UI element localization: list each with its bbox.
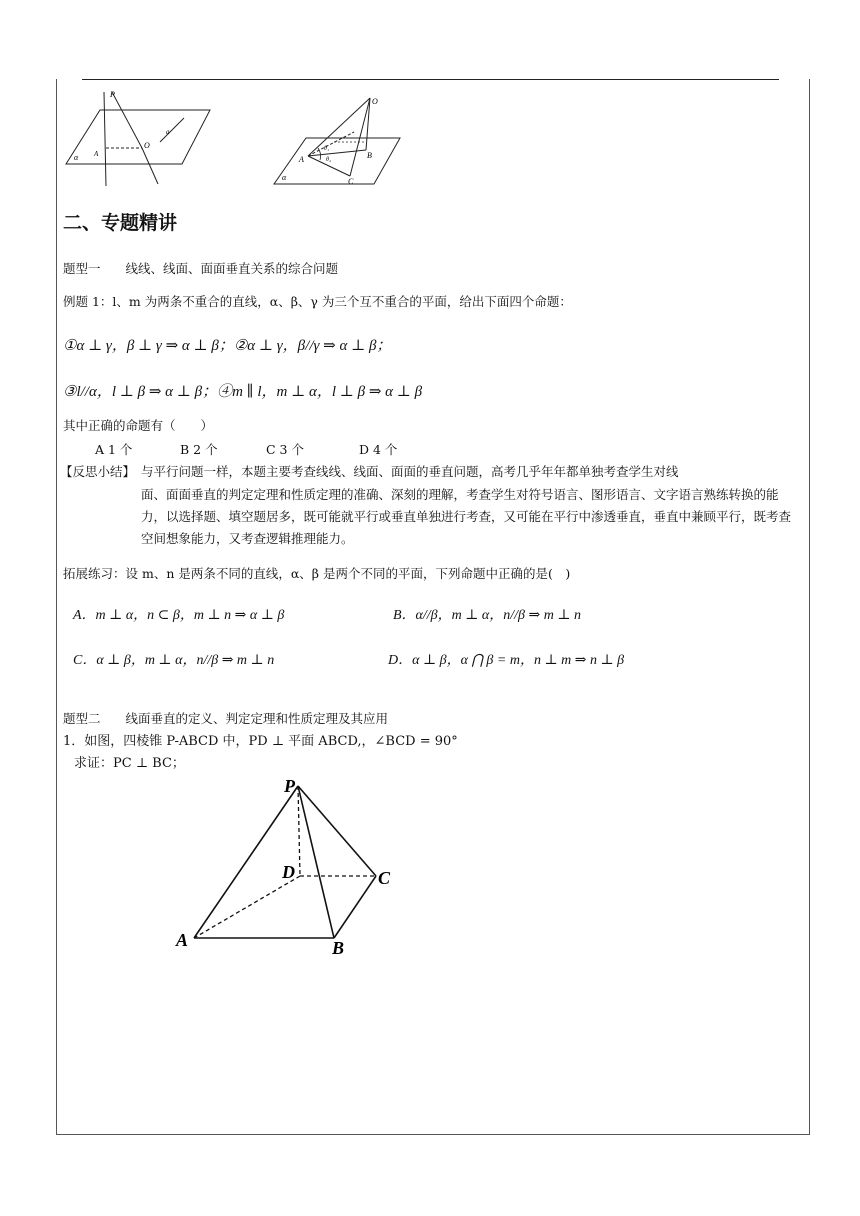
choice-c: C．α ⊥ β，m ⊥ α，n//β ⇒ m ⊥ n — [73, 653, 275, 668]
fig2-label-theta1: θ₁ — [324, 146, 330, 152]
practice-statement: 拓展练习：设 m、n 是两条不同的直线，α、β 是两个不同的平面，下列命题中正确的是( ) — [63, 566, 571, 581]
choice-b: B．α//β，m ⊥ α，n//β ⇒ m ⊥ n — [393, 608, 582, 623]
fig1-label-line: a — [166, 128, 170, 136]
example1-statement: 例题 1：l、m 为两条不重合的直线，α、β、γ 为三个互不重合的平面，给出下面四个命题： — [63, 294, 572, 309]
prove-statement: 求证：PC ⊥ BC； — [74, 756, 185, 771]
fig1-label-p: P — [110, 90, 115, 99]
pyramid-label-p: P — [284, 776, 295, 796]
fig2-label-o: O — [372, 97, 378, 106]
section-title: 二、专题精讲 — [63, 212, 178, 234]
type2-heading: 题型二 线面垂直的定义、判定定理和性质定理及其应用 — [63, 711, 389, 726]
figure-pyramid-pabcd — [170, 772, 410, 962]
fig1-label-a: A — [94, 150, 99, 158]
reflection-label: 【反思小结】 — [60, 464, 136, 479]
fig1-label-o: O — [144, 141, 150, 150]
figure-oblique-angle — [272, 92, 412, 188]
question-prompt: 其中正确的命题有（ ） — [63, 418, 214, 433]
option-c: C 3 个 — [266, 442, 304, 457]
fig2-label-c: C — [348, 177, 354, 186]
problem-statement: 1．如图，四棱锥 P-ABCD 中，PD ⊥ 平面 ABCD,，∠BCD = 90° — [63, 734, 458, 749]
option-d: D 4 个 — [359, 442, 398, 457]
propositions-line1: ①α ⊥ γ，β ⊥ γ ⇒ α ⊥ β；②α ⊥ γ，β//γ ⇒ α ⊥ β； — [63, 338, 392, 354]
type1-heading: 题型一 线线、线面、面面垂直关系的综合问题 — [63, 261, 339, 276]
fig2-label-alpha: α — [282, 173, 287, 182]
fig2-label-a: A — [299, 155, 304, 164]
fig2-label-b: B — [367, 151, 372, 160]
figure-plane-perpendicular — [62, 88, 212, 188]
fig1-label-alpha: α — [74, 153, 79, 162]
reflection-body: 面、面面垂直的判定定理和性质定理的准确、深刻的理解，考查学生对符号语言、图形语言、文字语言熟练转换的能力，以选择题、填空题居多，既可能就平行或垂直单独进行考查，又可能在平行中渗透垂直，垂直中兼顾平行，既考查空间想象能力，又考查逻辑推理能力。 — [141, 487, 792, 546]
pyramid-label-d: D — [282, 862, 295, 882]
option-a: A 1 个 — [95, 442, 133, 457]
pyramid-label-b: B — [332, 938, 345, 958]
reflection-first-line: 与平行问题一样，本题主要考查线线、线面、面面的垂直问题，高考几乎年年都单独考查学生对线 — [141, 464, 679, 479]
choice-d: D．α ⊥ β，α ⋂ β = m，n ⊥ m ⇒ n ⊥ β — [388, 653, 625, 668]
pyramid-label-a: A — [176, 930, 189, 950]
choice-a: A．m ⊥ α，n ⊂ β，m ⊥ n ⇒ α ⊥ β — [73, 608, 285, 623]
option-b: B 2 个 — [180, 442, 218, 457]
fig2-label-theta2: θ₂ — [326, 157, 332, 163]
pyramid-label-c: C — [378, 868, 391, 888]
propositions-line2: ③l//α，l ⊥ β ⇒ α ⊥ β；④m ∥ l，m ⊥ α，l ⊥ β ⇒ α ⊥ β — [63, 384, 423, 400]
